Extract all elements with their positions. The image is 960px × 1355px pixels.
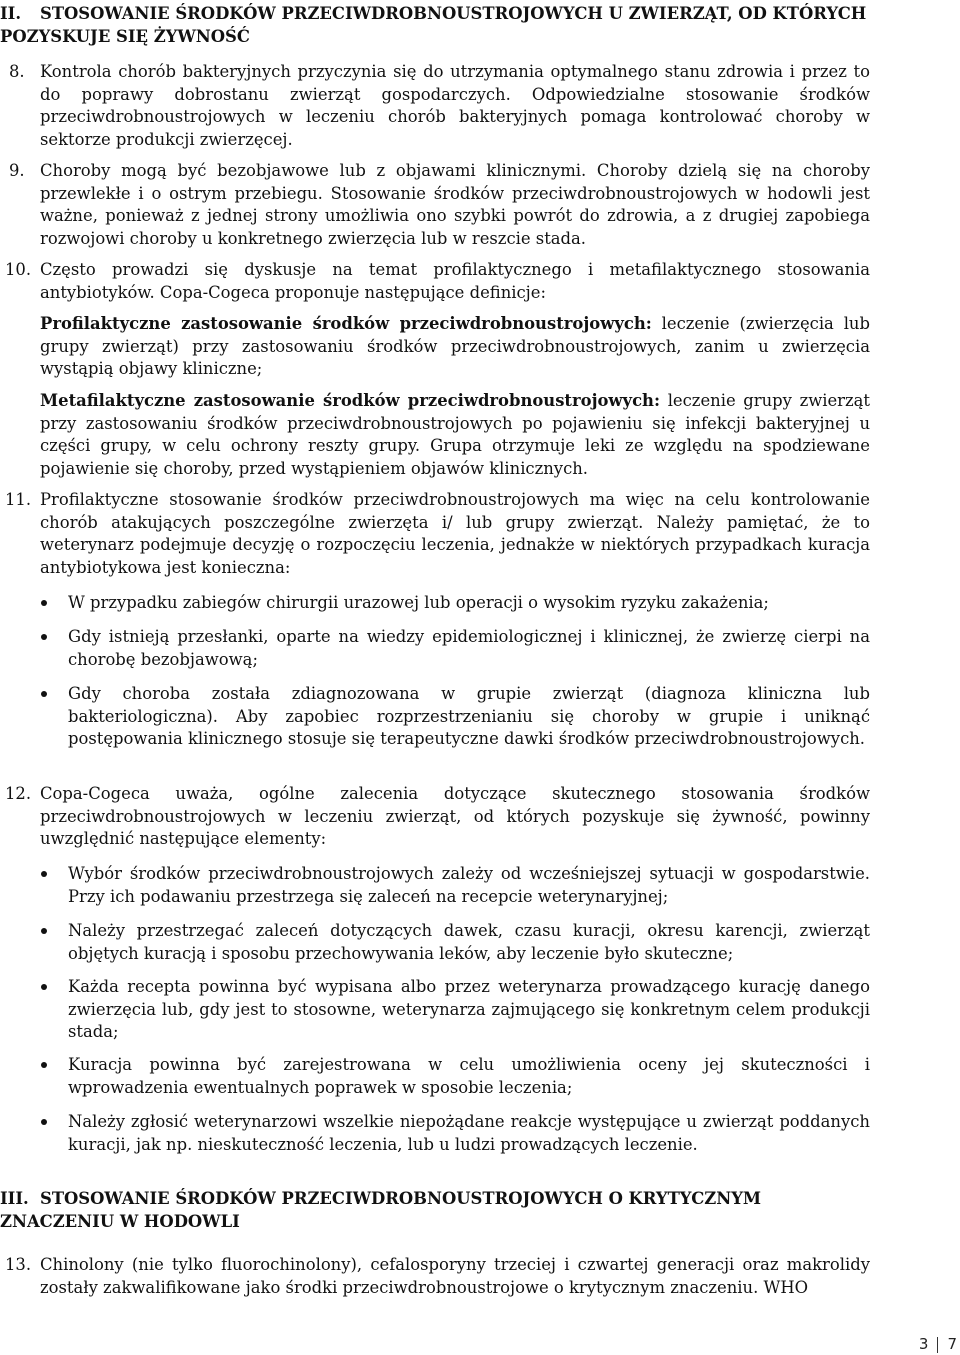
bullet-icon [41,634,47,640]
list-item: Kuracja powinna być zarejestrowana w celu umożliwienia oceny jej skuteczności i wprowadzenia ewentualnych poprawek w sposobie leczenia; [0,1054,870,1099]
section-heading-3 [0,1188,870,1233]
paragraph-text: Chinolony (nie tylko fluorochinolony), cefalosporyny trzeciej i czwartej generacji oraz makrolidy zostały zakwalifikowane jako środki przeciwdrobnoustrojowe o krytycznym znaczeniu. WHO [40,1255,870,1297]
paragraph-number: 8. [9,62,25,81]
paragraph-10 [0,259,870,304]
bullet-icon [41,1062,47,1068]
bullet-list-12 [0,976,870,1044]
bullet-list-11 [0,683,870,751]
paragraph-12 [0,783,870,851]
paragraph-9 [0,160,870,250]
paragraph-8 [0,61,870,151]
list-item: Wybór środków przeciwdrobnoustrojowych zależy od wcześniejszej sytuacji w gospodarstwie. Przy ich podawaniu przestrzega się zaleceń na recepcie weterynaryjnej; [0,863,870,908]
list-item: Gdy istnieją przesłanki, oparte na wiedzy epidemiologicznej i klinicznej, że zwierzę cierpi na chorobę bezobjawową; [0,626,870,671]
list-item: Należy przestrzegać zaleceń dotyczących dawek, czasu kuracji, okresu karencji, zwierząt objętych kuracją i sposobu przechowywania leków, aby leczenie było skuteczne; [0,920,870,965]
paragraph-text: Często prowadzi się dyskusje na temat profilaktycznego i metafilaktycznego stosowania antybiotyków. Copa-Cogeca proponuje następujące definicje: [40,260,870,302]
paragraph-text: Kontrola chorób bakteryjnych przyczynia się do utrzymania optymalnego stanu zdrowia i przez to do poprawy dobrostanu zwierząt gospodarczych. Odpowiedzialne stosowanie środków przeciwdrobnoustrojowych w leczeniu chorób bakteryjnych pomaga kontrolować choroby w sektorze produkcji zwierzęcej. [40,62,870,149]
definition-prophylaxis [0,313,870,381]
bullet-icon [41,928,47,934]
bullet-list-12 [0,1054,870,1099]
list-item: Należy zgłosić weterynarzowi wszelkie niepożądane reakcje występujące u zwierząt poddanych kuracji, jak np. nieskuteczność leczenia, lub u ludzi prowadzących leczenie. [0,1111,870,1156]
bullet-icon [41,691,47,697]
paragraph-11 [0,489,870,579]
paragraph-number: 11. [5,490,32,509]
section-number: III. [0,1189,29,1208]
definition-text: leczenie grupy zwierząt przy zastosowaniu środków przeciwdrobnoustrojowych po pojawieniu się infekcji bakteryjnej u części grupy, w celu ochrony reszty grupy. Grupa otrzymuje leki ze względu na spodziewane pojawienie się choroby, przed wystąpieniem objawów klinicznych. [40,391,871,478]
paragraph-number: 13. [5,1255,32,1274]
page-number [919,1335,957,1353]
bullet-list-12 [0,863,870,908]
definition-metaphylaxis [0,390,870,480]
paragraph-number: 10. [5,260,32,279]
page-separator [937,1337,938,1353]
list-item: Każda recepta powinna być wypisana albo przez weterynarza prowadzącego kurację danego zwierzęcia lub, gdy jest to stosowne, weterynarza zajmującego się konkretnym celem produkcji stada; [0,976,870,1044]
paragraph-13 [0,1254,870,1299]
paragraph-text: Profilaktyczne stosowanie środków przeciwdrobnoustrojowych ma więc na celu kontrolowanie chorób atakujących poszczególne zwierzęta i/ lub grupy zwierząt. Należy pamiętać, że to weterynarz podejmuje decyzję o rozpoczęciu leczenia, jednakże w niektórych przypadkach kuracja antybiotykowa jest konieczna: [40,490,870,577]
bullet-icon [41,600,47,606]
definition-term: Profilaktyczne zastosowanie środków przeciwdrobnoustrojowych: [40,314,652,333]
paragraph-text: Choroby mogą być bezobjawowe lub z objawami klinicznymi. Choroby dzielą się na choroby przewlekłe i o ostrym przebiegu. Stosowanie środków przeciwdrobnoustrojowych w hodowli jest ważne, ponieważ z jednej strony umożliwia ono szybki powrót do zdrowia, a z drugiej zapobiega rozwojowi choroby u konkretnego zwierzęcia lub w reszcie stada. [40,161,870,248]
bullet-list-12 [0,920,870,965]
section-heading-2 [0,3,870,48]
bullet-icon [41,1119,47,1125]
bullet-icon [41,984,47,990]
bullet-list-11 [0,592,870,615]
paragraph-number: 9. [9,161,25,180]
paragraph-text: Copa-Cogeca uważa, ogólne zalecenia dotyczące skutecznego stosowania środków przeciwdrobnoustrojowych w leczeniu zwierząt, od których pozyskuje się żywność, powinny uwzględnić następujące elementy: [40,784,870,848]
section-number: II. [0,4,22,23]
bullet-list-12 [0,1111,870,1156]
bullet-icon [41,871,47,877]
total-pages: 7 [947,1335,957,1353]
section-title: STOSOWANIE ŚRODKÓW PRZECIWDROBNOUSTROJOWYCH U ZWIERZĄT, OD KTÓRYCH POZYSKUJE SIĘ ŻYWNOŚĆ [0,4,867,46]
definition-text: leczenie (zwierzęcia lub grupy zwierząt) przy zastosowaniu środków przeciwdrobnoustrojowych, zanim u zwierzęcia wystąpią objawy kliniczne; [40,314,870,378]
paragraph-number: 12. [5,784,32,803]
list-item: Gdy choroba została zdiagnozowana w grupie zwierząt (diagnoza kliniczna lub bakteriologiczna). Aby zapobiec rozprzestrzenianiu się choroby w grupie i uniknąć postępowania klinicznego stosuje się terapeutyczne dawki środków przeciwdrobnoustrojowych. [0,683,870,751]
bullet-list-11 [0,626,870,671]
current-page: 3 [918,1335,929,1353]
section-title: STOSOWANIE ŚRODKÓW PRZECIWDROBNOUSTROJOWYCH O KRYTYCZNYM ZNACZENIU W HODOWLI [0,1189,762,1231]
definition-term: Metafilaktyczne zastosowanie środków przeciwdrobnoustrojowych: [40,391,661,410]
list-item: W przypadku zabiegów chirurgii urazowej lub operacji o wysokim ryzyku zakażenia; [0,592,870,615]
